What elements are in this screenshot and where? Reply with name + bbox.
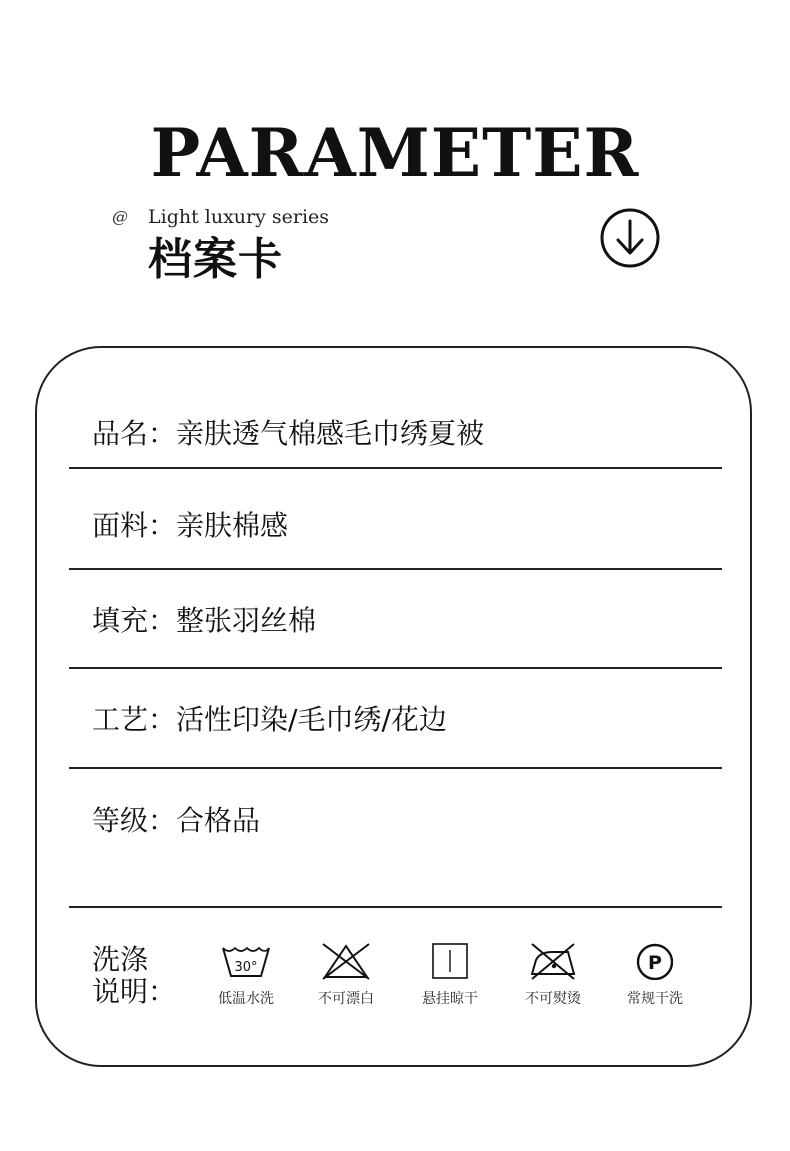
param-row-fabric — [92, 508, 288, 544]
care-item-no-iron — [503, 942, 603, 1008]
param-value: 亲肤透气棉感毛巾绣夏被 — [176, 417, 485, 450]
param-label: 工艺： — [92, 703, 177, 736]
archive-card-title: 档案卡 — [148, 234, 283, 285]
divider — [69, 467, 722, 469]
wash-30-icon — [219, 942, 273, 980]
no-iron-icon — [526, 942, 580, 980]
hang-dry-icon — [423, 942, 477, 980]
care-caption: 低温水洗 — [218, 991, 274, 1007]
wash-label-line1: 洗涤 — [92, 943, 149, 976]
param-label: 面料： — [92, 509, 177, 542]
care-item-dry-clean — [605, 942, 705, 1008]
divider — [69, 767, 722, 769]
care-caption: 常规干洗 — [627, 991, 683, 1007]
param-label: 等级： — [92, 804, 177, 837]
divider — [69, 568, 722, 570]
at-symbol: @ — [112, 207, 128, 226]
wash-label-line2: 说明： — [92, 975, 177, 1008]
care-item-wash — [196, 942, 296, 1008]
arrow-down-circle-icon — [600, 208, 660, 268]
care-caption: 不可熨烫 — [525, 991, 581, 1007]
care-item-hang-dry — [400, 942, 500, 1008]
divider — [69, 667, 722, 669]
dry-clean-letter: P — [648, 952, 662, 974]
care-item-no-bleach — [296, 942, 396, 1008]
dry-clean-p-icon — [628, 942, 682, 980]
param-row-grade — [92, 803, 260, 839]
param-row-craft — [92, 702, 447, 738]
param-label: 品名： — [92, 417, 177, 450]
care-caption: 悬挂晾干 — [422, 991, 478, 1007]
page-title: PARAMETER — [150, 114, 640, 192]
param-label: 填充： — [92, 604, 177, 637]
wash-temp-text: 30° — [234, 960, 258, 975]
series-subtitle: Light luxury series — [148, 206, 330, 228]
param-value: 合格品 — [176, 804, 261, 837]
param-value: 整张羽丝棉 — [176, 604, 317, 637]
divider — [69, 906, 722, 908]
param-value: 亲肤棉感 — [176, 509, 289, 542]
param-row-name — [92, 416, 484, 452]
wash-instructions-label — [92, 944, 176, 1008]
care-caption: 不可漂白 — [318, 991, 374, 1007]
param-row-filling — [92, 603, 316, 639]
no-bleach-icon — [319, 942, 373, 980]
param-value: 活性印染/毛巾绣/花边 — [176, 703, 447, 736]
